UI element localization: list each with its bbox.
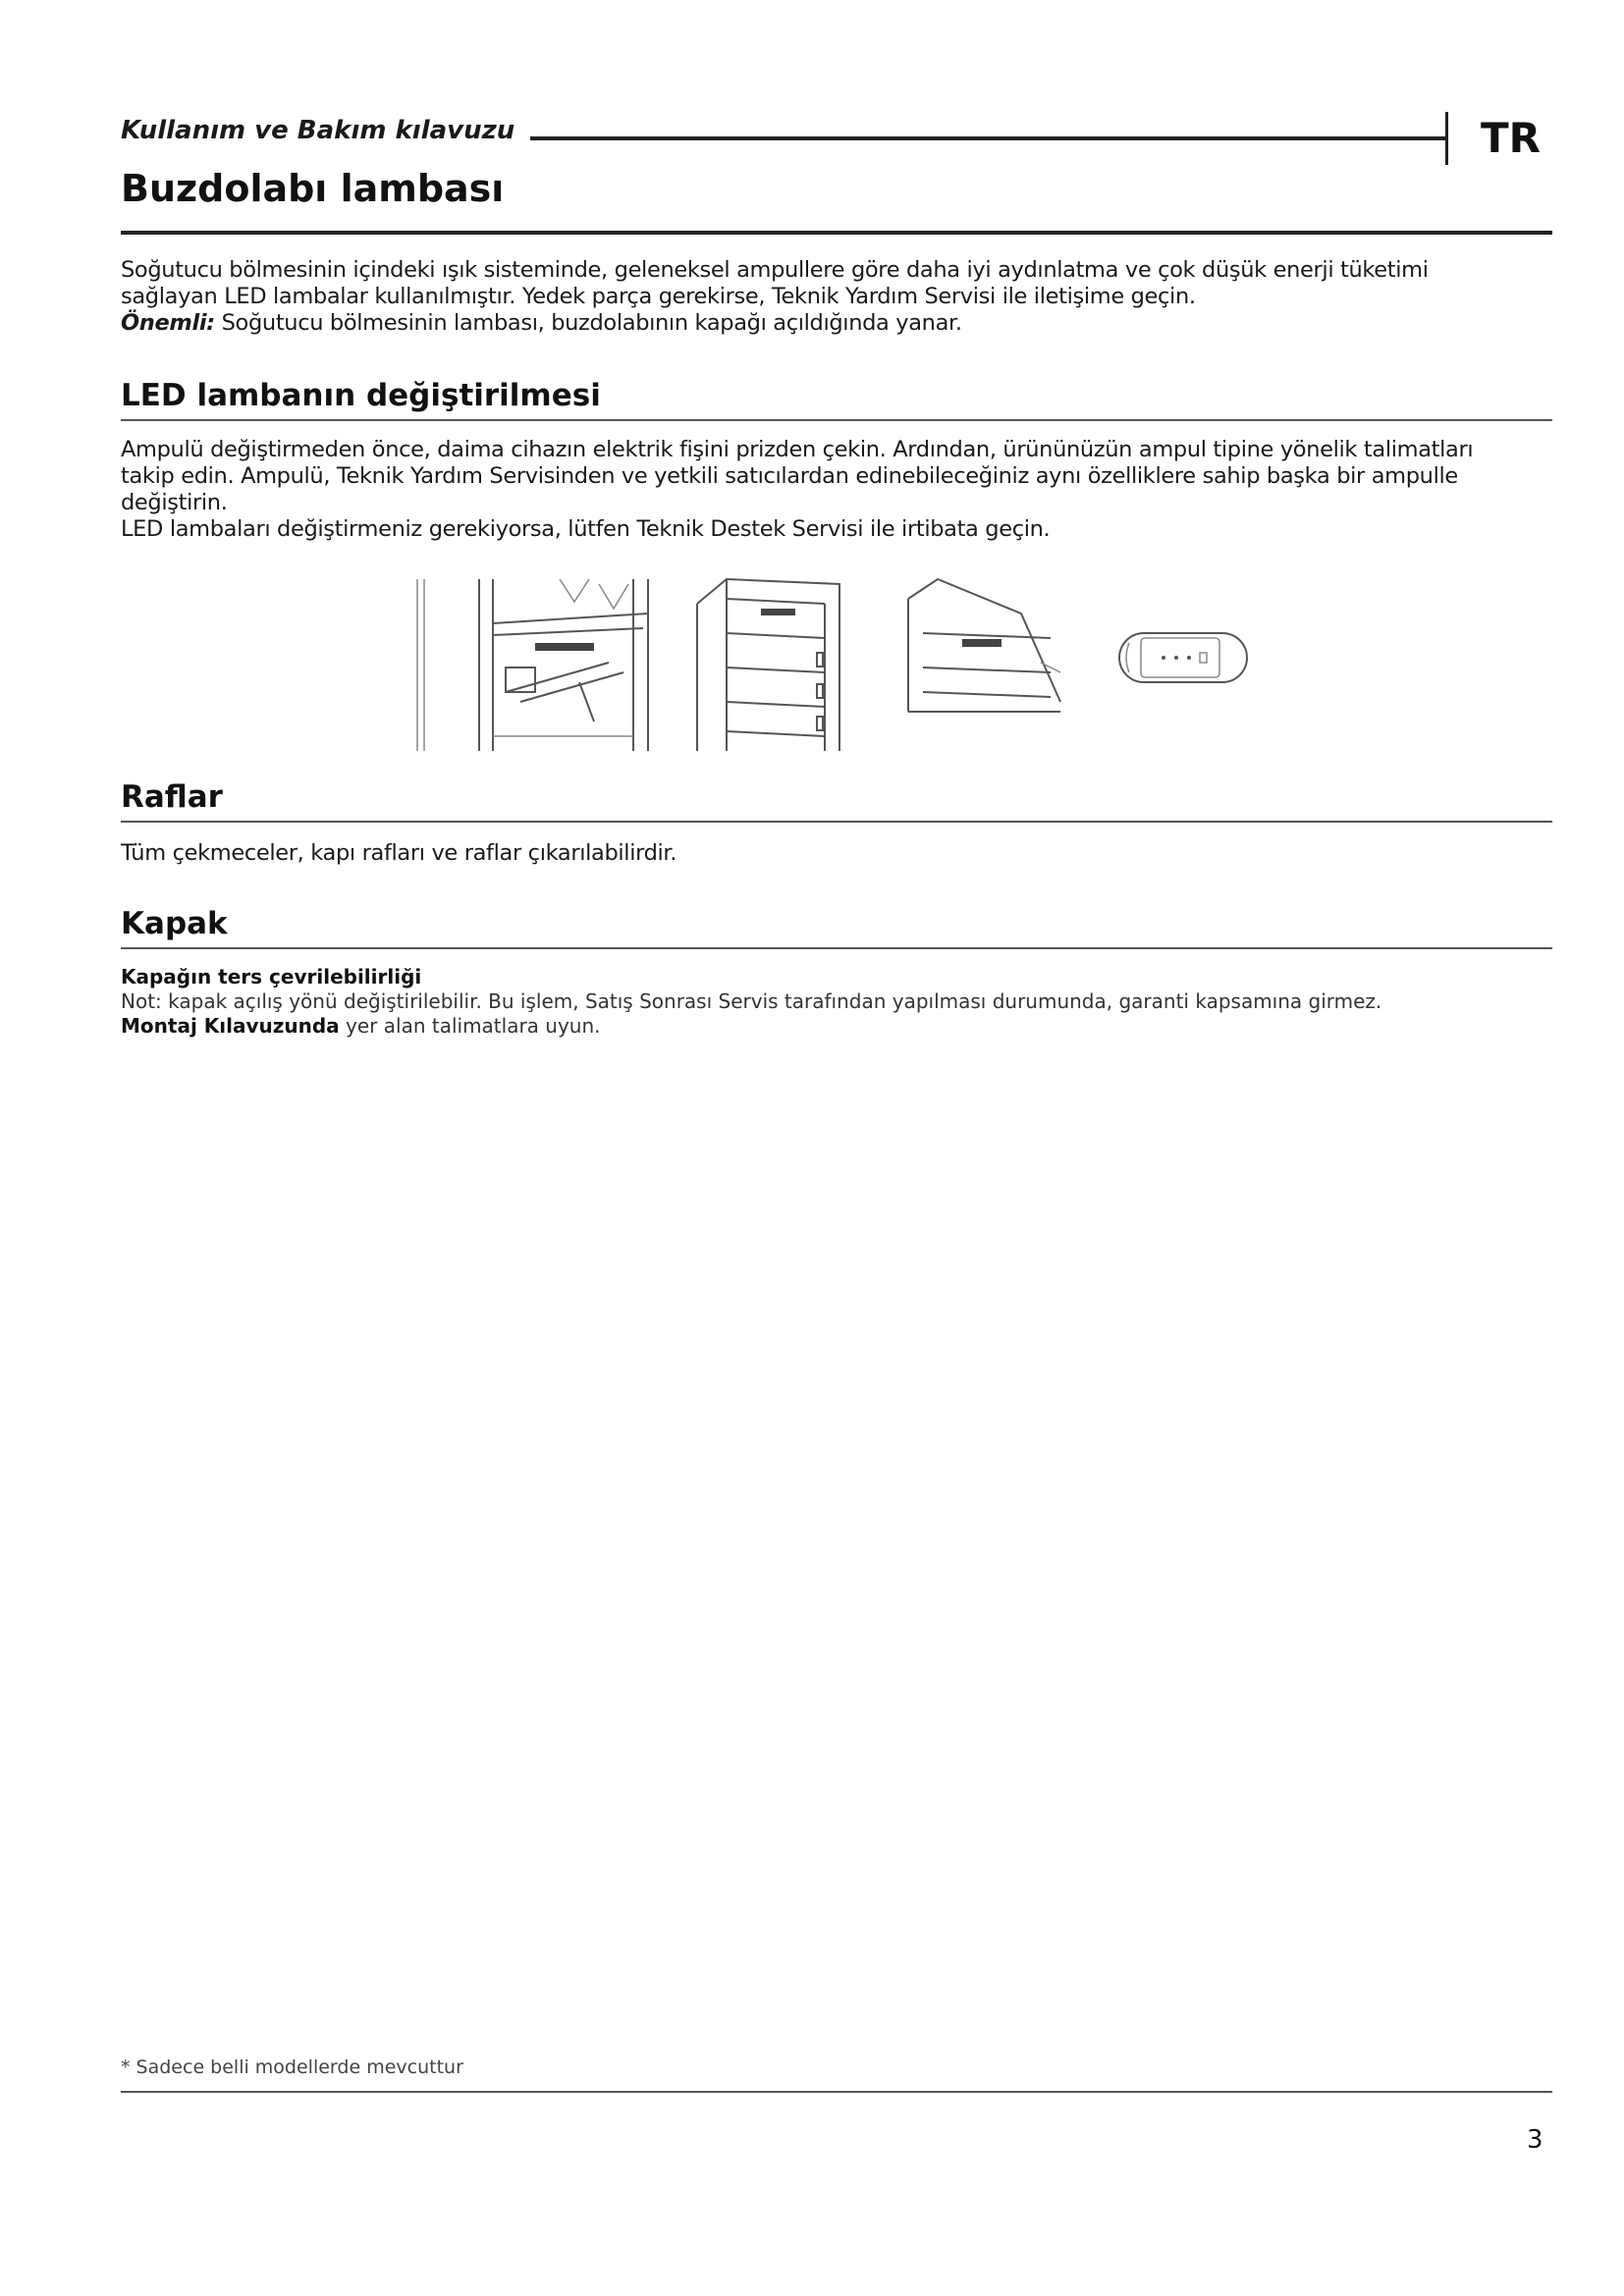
- section-title-lamp: Buzdolabı lambası: [121, 167, 505, 210]
- footer-rule: [121, 2091, 1552, 2093]
- lamp-description: [121, 257, 1554, 337]
- shelves-text: Tüm çekmeceler, kapı rafları ve raflar çıkarılabilirdir.: [121, 840, 677, 866]
- language-code: TR: [1481, 114, 1541, 162]
- section-rule: [121, 947, 1552, 949]
- note-text: Soğutucu bölmesinin lambası, buzdolabının kapağı açıldığında yanar.: [214, 310, 962, 336]
- section-title-led: LED lambanın değiştirilmesi: [121, 378, 601, 413]
- assembly-bold: Montaj Kılavuzunda: [121, 1014, 340, 1038]
- header-tick: [1445, 112, 1448, 165]
- led-description: [121, 437, 1554, 543]
- light-closeup-illustration: [908, 579, 1060, 712]
- led-line-1: Ampulü değiştirmeden önce, daima cihazın elektrik fişini prizden çekin. Ardından, ürününüzün ampul tipine yönelik talimatları: [121, 437, 1474, 462]
- led-module-illustration: [1119, 633, 1247, 682]
- section-title-shelves: Raflar: [121, 779, 223, 815]
- door-assembly: [121, 1014, 1554, 1039]
- section-title-door: Kapak: [121, 906, 228, 941]
- fridge-shelves-illustration: [697, 579, 839, 751]
- led-line-3: değiştirin.: [121, 490, 228, 515]
- section-rule: [121, 231, 1552, 235]
- manual-title: Kullanım ve Bakım kılavuzu: [121, 116, 515, 145]
- header-rule: [530, 136, 1448, 140]
- led-line-2: takip edin. Ampulü, Teknik Yardım Servisinden ve yetkili satıcılardan edinebileceğiniz aynı özelliklere sahip başka bir ampulle: [121, 463, 1458, 489]
- door-subtitle: Kapağın ters çevrilebilirliği: [121, 965, 422, 988]
- fridge-interior-illustration: [417, 579, 648, 751]
- led-replacement-illustrations: [412, 574, 1267, 756]
- lamp-note: [121, 310, 1554, 337]
- door-note: Not: kapak açılış yönü değiştirilebilir. Bu işlem, Satış Sonrası Servis tarafından yapılması durumunda, garanti kapsamına girmez.: [121, 989, 1382, 1013]
- section-rule: [121, 821, 1552, 823]
- page-number: 3: [1527, 2125, 1543, 2155]
- led-line-4: LED lambaları değiştirmeniz gerekiyorsa, lütfen Teknik Destek Servisi ile irtibata geçin.: [121, 516, 1051, 542]
- lamp-line-1: Soğutucu bölmesinin içindeki ışık sisteminde, geleneksel ampullere göre daha iyi aydınlatma ve çok düşük enerji tüketimi: [121, 257, 1429, 283]
- door-content: [121, 965, 1554, 1039]
- section-rule: [121, 419, 1552, 421]
- assembly-rest: yer alan talimatlara uyun.: [339, 1014, 601, 1038]
- lamp-line-2: sağlayan LED lambalar kullanılmıştır. Yedek parça gerekirse, Teknik Yardım Servisi ile iletişime geçin.: [121, 284, 1196, 309]
- note-label: Önemli:: [121, 310, 215, 336]
- footnote: * Sadece belli modellerde mevcuttur: [121, 2056, 463, 2078]
